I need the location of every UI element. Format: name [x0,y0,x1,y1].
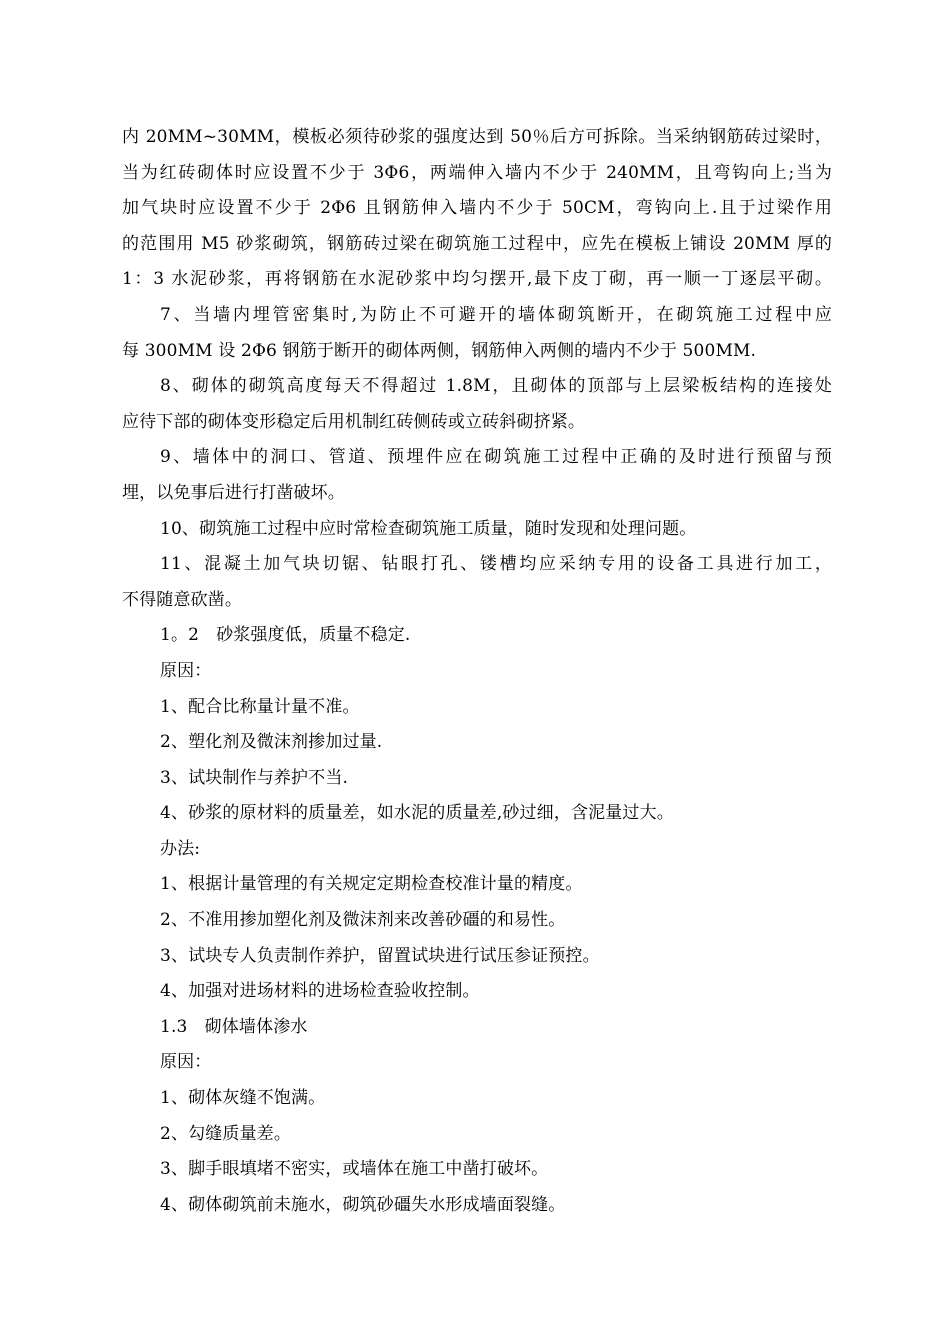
body-line: 埋，以免事后进行打凿破坏。 [122,482,345,503]
body-line: 1：3 水泥砂浆，再将钢筋在水泥砂浆中均匀摆开,最下皮丁砌，再一顺一丁逐层平砌。 [122,269,833,290]
body-line: 内 20MM~30MM，模板必须待砂浆的强度达到 50％后方可拆除。当采纳钢筋砖过梁时， [122,127,832,147]
body-line: 每 300MM 设 2Φ6 钢筋于断开的砌体两侧，钢筋伸入两侧的墙内不少于 500MM. [122,340,757,361]
list-item: 2、不准用掺加塑化剂及微沫剂来改善砂礓的和易性。 [160,910,566,931]
body-line: 当为红砖砌体时应设置不少于 3Φ6，两端伸入墙内不少于 240MM，且弯钩向上;当为 [122,162,832,183]
list-item: 1、砌体灰缝不饱满。 [160,1088,326,1109]
item-7-line: 7、当墙内埋管密集时,为防止不可避开的墙体砌筑断开，在砌筑施工过程中应 [160,304,832,325]
cause-label: 原因： [160,1052,212,1073]
list-item: 4、砌体砌筑前未施水，砌筑砂礓失水形成墙面裂缝。 [160,1194,566,1215]
list-item: 3、脚手眼填堵不密实，或墙体在施工中凿打破坏。 [160,1159,549,1180]
section-heading-1-3: 1.3 砌体墙体渗水 [160,1016,308,1037]
list-item: 1、配合比称量计量不准。 [160,696,360,717]
body-line: 应待下部的砌体变形稳定后用机制红砖侧砖或立砖斜砌挤紧。 [122,411,586,432]
item-8-line: 8、砌体的砌筑高度每天不得超过 1.8M，且砌体的顶部与上层梁板结构的连接处 [160,376,832,397]
item-10-line: 10、砌筑施工过程中应时常检查砌筑施工质量，随时发现和处理问题。 [160,518,697,539]
body-line: 不得随意砍凿。 [122,589,243,610]
list-item: 2、勾缝质量差。 [160,1123,292,1144]
item-9-line: 9、墙体中的洞口、管道、预埋件应在砌筑施工过程中正确的及时进行预留与预 [160,447,832,468]
body-line: 的范围用 M5 砂浆砌筑，钢筋砖过梁在砌筑施工过程中，应先在模板上铺设 20MM 厚的 [122,233,832,254]
body-line: 加气块时应设置不少于 2Φ6 且钢筋伸入墙内不少于 50CM，弯钩向上.且于过梁作用 [122,198,832,219]
item-11-line: 11、混凝土加气块切锯、钻眼打孔、镂槽均应采纳专用的设备工具进行加工， [160,554,832,575]
cause-label: 原因： [160,660,212,681]
list-item: 2、塑化剂及微沫剂掺加过量. [160,732,383,753]
list-item: 4、加强对进场材料的进场检查验收控制。 [160,981,480,1002]
method-label: 办法: [160,838,201,859]
list-item: 4、砂浆的原材料的质量差，如水泥的质量差,砂过细，含泥量过大。 [160,803,674,824]
list-item: 1、根据计量管理的有关规定定期检查校准计量的精度。 [160,874,583,895]
list-item: 3、试块专人负责制作养护，留置试块进行试压参证预控。 [160,945,600,966]
section-heading-1-2: 1。2 砂浆强度低，质量不稳定. [160,625,411,646]
list-item: 3、试块制作与养护不当. [160,767,349,788]
